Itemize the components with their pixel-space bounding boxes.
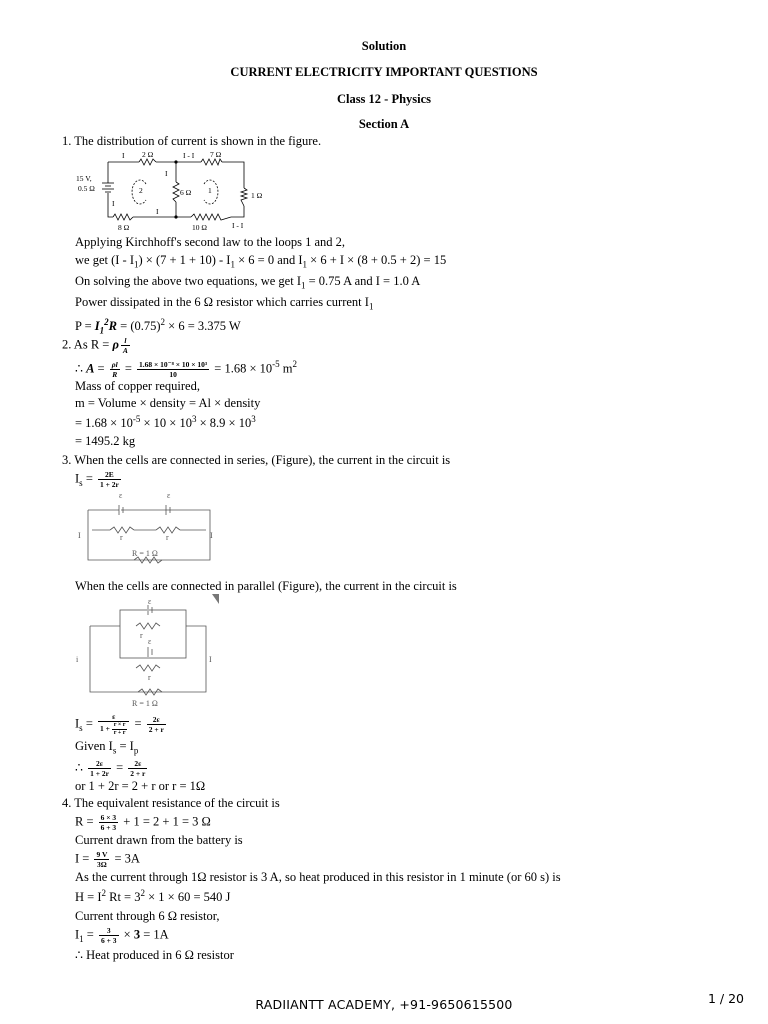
svg-text:r: r — [120, 533, 123, 542]
svg-text:R = 1 Ω: R = 1 Ω — [132, 699, 158, 708]
svg-text:r: r — [166, 533, 169, 542]
q1-line6: $P = I_1^2R = (0.75)^2 \times 6 = 3.375$ W — [75, 316, 241, 336]
footer-text: RADIIANTT ACADEMY, +91-9650615500 — [255, 997, 513, 1012]
svg-text:R = 1 Ω: R = 1 Ω — [132, 549, 158, 558]
q1-line5: Power dissipated in the 6 Ω resistor which carries current $I_1$ — [75, 295, 374, 312]
q2-line3: Mass of copper required, — [75, 379, 200, 393]
svg-text:I: I — [112, 199, 115, 208]
svg-text:I: I — [156, 207, 159, 216]
svg-text:1: 1 — [208, 186, 212, 195]
q1-circuit-figure — [76, 148, 276, 236]
q4-line5: As the current through 1Ω resistor is 3 A, so heat produced in this resistor in 1 minute (or 60 s) is — [75, 870, 561, 884]
q3-series-figure — [76, 488, 220, 568]
svg-text:r: r — [140, 631, 143, 640]
q3-result: or 1 + 2r = 2 + r or r = 1Ω — [75, 779, 206, 793]
q3-is-parallel-formula: $I_s$ = ε 1 + $\frac{r \times r}{r + r}$ = $\frac{2\varepsilon}{2 + r}$ — [75, 712, 164, 736]
q3-therefore: ∴ $\frac{2\varepsilon}{1 + 2r}$ = $\frac{2\varepsilon}{2 + r}$ — [75, 759, 146, 778]
q4-line8: $I_1$ = $\frac{3}{6 + 3}$ × 3 = 1A — [75, 926, 169, 945]
q2-line5: = $1.68 \times 10^{-5} \times 10 \times 10^3 \times 8.9 \times 10^3$ — [75, 413, 256, 430]
q2-line1: 2. As R = ρ $\frac{l}{A}$ — [62, 336, 128, 355]
svg-text:ε: ε — [148, 637, 152, 646]
q3-given: Given $I_s = I_p$ — [75, 739, 139, 756]
page-number: 1 / 20 — [707, 991, 744, 1006]
class-subtitle: Class 12 - Physics — [336, 92, 432, 106]
q4-line2: R = $\frac{6 \times 3}{6 + 3}$ + 1 = 2 + 1 = 3 Ω — [75, 813, 211, 832]
q1-line4: On solving the above two equations, we get $I_1 = 0.75$ A and I = 1.0 A — [75, 274, 421, 291]
q4-line4: I = $\frac{9 V}{3\Omega}$ = 3A — [75, 850, 140, 869]
svg-text:r: r — [148, 673, 151, 682]
q3-is-formula: $I_s$ = $\frac{2E}{1 + 2r}$ — [75, 470, 119, 489]
svg-text:ε: ε — [148, 597, 152, 606]
svg-text:I: I — [210, 531, 213, 540]
svg-text:I: I — [122, 151, 125, 160]
svg-text:ε: ε — [167, 491, 171, 500]
q1-line2: Applying Kirchhoff's second law to the loops 1 and 2, — [75, 235, 346, 249]
svg-text:8 Ω: 8 Ω — [118, 223, 130, 232]
solution-label: Solution — [361, 39, 407, 53]
svg-text:6 Ω: 6 Ω — [180, 188, 192, 197]
svg-text:I - I: I - I — [232, 221, 244, 230]
svg-text:10 Ω: 10 Ω — [192, 223, 207, 232]
q3-line2: When the cells are connected in parallel (Figure), the current in the circuit is — [75, 579, 457, 593]
q4-line3: Current drawn from the battery is — [75, 833, 243, 847]
svg-text:I: I — [165, 169, 168, 178]
q1-line1: 1. The distribution of current is shown in the figure. — [62, 134, 322, 148]
svg-text:I - I: I - I — [183, 151, 195, 160]
svg-text:0.5 Ω: 0.5 Ω — [78, 184, 95, 193]
svg-text:15 V,: 15 V, — [76, 174, 92, 183]
q4-line6: $H = I^2$ $Rt = 3^2 \times 1 \times 60 = 540$ J — [75, 887, 231, 904]
svg-text:I: I — [78, 531, 81, 540]
section-heading: Section A — [358, 117, 410, 131]
svg-text:2: 2 — [139, 186, 143, 195]
svg-text:i: i — [76, 655, 79, 664]
q2-line2: ∴ A = $\frac{\rho l}{R}$ = $\frac{\text{1.68 × 10⁻⁸ × 10 × 10³}}{10}$ = $1.68 \times 10^{-5}$ $m^2$ — [75, 359, 297, 379]
svg-text:1 Ω: 1 Ω — [251, 191, 263, 200]
svg-text:2 Ω: 2 Ω — [142, 150, 154, 159]
svg-text:7 Ω: 7 Ω — [210, 150, 222, 159]
q3-line1: 3. When the cells are connected in series, (Figure), the current in the circuit is — [62, 453, 451, 467]
q4-line1: 4. The equivalent resistance of the circuit is — [62, 796, 280, 810]
q4-line9: ∴ Heat produced in 6 Ω resistor — [75, 948, 234, 962]
q4-line7: Current through 6 Ω resistor, — [75, 909, 220, 923]
q1-line3: we get $(I - I_1) \times (7 + 1 + 10) - I_1 \times 6 = 0$ and $I_1 \times 6 + I \times (8 + 0.5 + 2) = 15$ — [75, 253, 447, 270]
page-title: CURRENT ELECTRICITY IMPORTANT QUESTIONS — [230, 65, 538, 79]
svg-text:I: I — [209, 655, 212, 664]
q2-line6: = 1495.2 kg — [75, 434, 136, 448]
svg-text:ε: ε — [119, 491, 123, 500]
q2-line4: m = Volume × density = Al × density — [75, 396, 261, 410]
q3-parallel-figure — [76, 596, 216, 708]
